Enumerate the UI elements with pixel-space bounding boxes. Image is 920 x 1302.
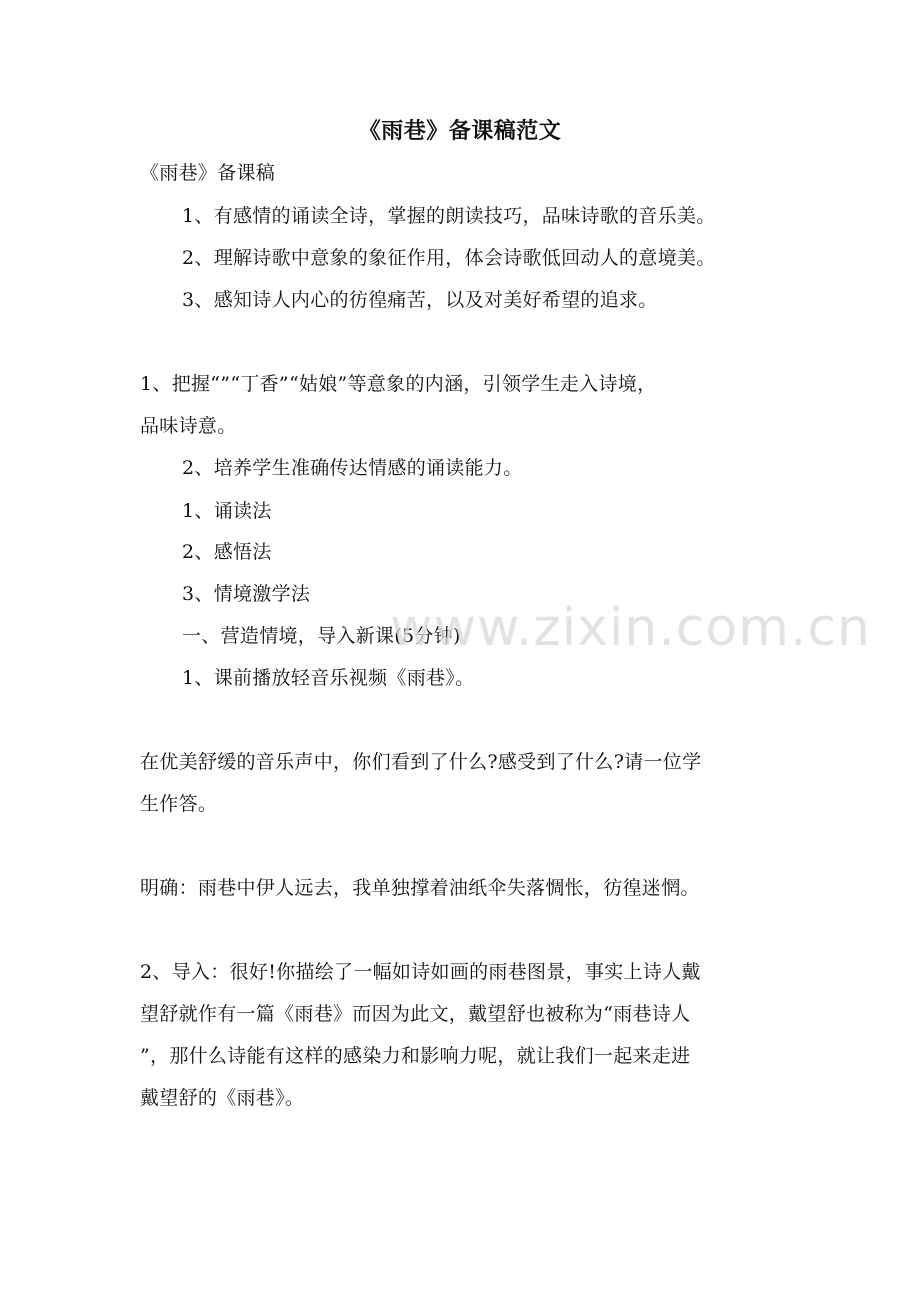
step-line-1: 1、课前播放轻音乐视频《雨巷》。	[182, 667, 475, 689]
paragraph-answer: 明确：雨巷中伊人远去，我单独撑着油纸伞失落惆怅，彷徨迷惘。	[140, 877, 700, 899]
document-title: 《雨巷》备课稿范文	[358, 118, 562, 144]
objective-line-2: 2、理解诗歌中意象的象征作用，体会诗歌低回动人的意境美。	[182, 247, 716, 269]
key-point-line-1-cont: 品味诗意。	[140, 415, 237, 437]
watermark: www.zixin.com.cn	[390, 598, 871, 658]
key-point-line-1: 1、把握“”“丁香”“姑娘”等意象的内涵，引领学生走入诗境，	[140, 373, 657, 395]
method-line-1: 1、诵读法	[182, 500, 272, 522]
paragraph-question-line-1: 在优美舒缓的音乐声中，你们看到了什么?感受到了什么?请一位学	[140, 751, 702, 773]
paragraph-intro-line-4: 戴望舒的《雨巷》。	[140, 1087, 305, 1109]
objective-line-3: 3、感知诗人内心的彷徨痛苦，以及对美好希望的追求。	[182, 289, 658, 311]
key-point-line-2: 2、培养学生准确传达情感的诵读能力。	[182, 457, 523, 479]
method-line-3: 3、情境激学法	[182, 583, 311, 605]
paragraph-intro-line-1: 2、导入：很好!你描绘了一幅如诗如画的雨巷图景，事实上诗人戴	[140, 961, 701, 983]
paragraph-intro-line-3: ”，那什么诗能有这样的感染力和影响力呢，就让我们一起来走进	[140, 1045, 691, 1067]
document-subtitle: 《雨巷》备课稿	[140, 162, 276, 184]
objective-line-1: 1、有感情的诵读全诗，掌握的朗读技巧，品味诗歌的音乐美。	[182, 205, 716, 227]
paragraph-intro-line-2: 望舒就作有一篇《雨巷》而因为此文，戴望舒也被称为“雨巷诗人	[140, 1003, 691, 1025]
section-heading-1: 一、营造情境，导入新课(5分钟)	[182, 625, 461, 647]
method-line-2: 2、感悟法	[182, 541, 272, 563]
paragraph-question-line-2: 生作答。	[140, 793, 218, 815]
